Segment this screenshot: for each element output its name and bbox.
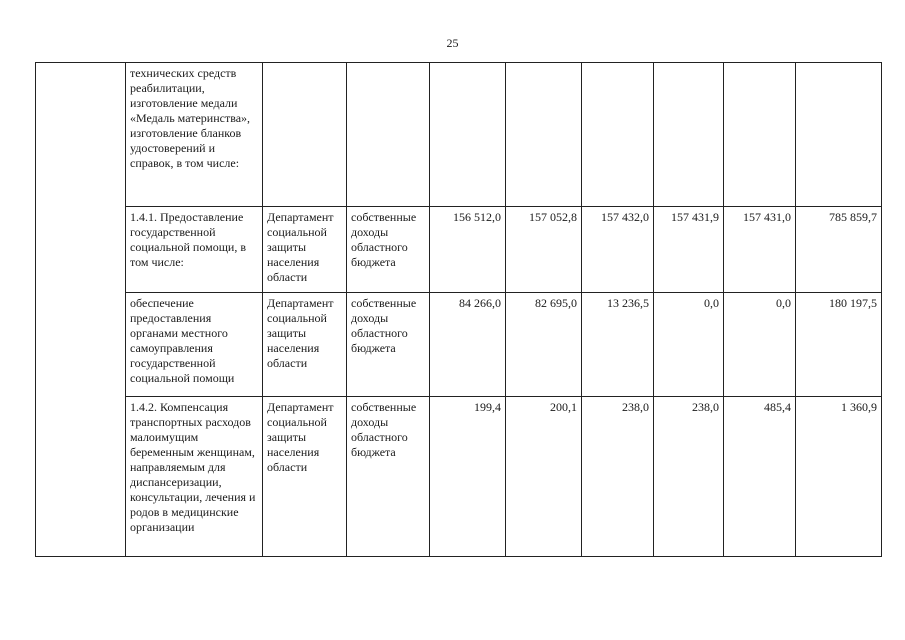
table-row bbox=[36, 293, 882, 397]
source-cell: собственные доходы областного бюджета bbox=[347, 293, 430, 397]
value-year-5: 0,0 bbox=[724, 293, 796, 397]
table-row bbox=[36, 63, 882, 207]
value-year-1: 156 512,0 bbox=[430, 207, 506, 293]
description-cell: обеспечение предоставления органами местного самоуправления государственной социальной помощи bbox=[126, 293, 263, 397]
value-year-5: 157 431,0 bbox=[724, 207, 796, 293]
executor-cell: Департамент социальной защиты населения области bbox=[263, 207, 347, 293]
value-total: 180 197,5 bbox=[796, 293, 882, 397]
value-year-5 bbox=[724, 63, 796, 207]
value-year-3: 238,0 bbox=[582, 397, 654, 557]
value-year-1: 199,4 bbox=[430, 397, 506, 557]
value-total bbox=[796, 63, 882, 207]
executor-cell: Департамент социальной защиты населения области bbox=[263, 293, 347, 397]
description-cell: 1.4.1. Предоставление государственной социальной помощи, в том числе: bbox=[126, 207, 263, 293]
value-year-4: 0,0 bbox=[654, 293, 724, 397]
value-year-5: 485,4 bbox=[724, 397, 796, 557]
executor-cell bbox=[263, 63, 347, 207]
value-year-4 bbox=[654, 63, 724, 207]
value-year-1 bbox=[430, 63, 506, 207]
value-year-1: 84 266,0 bbox=[430, 293, 506, 397]
value-year-2: 157 052,8 bbox=[506, 207, 582, 293]
value-total: 785 859,7 bbox=[796, 207, 882, 293]
value-year-3: 13 236,5 bbox=[582, 293, 654, 397]
description-cell: технических средств реабилитации, изготовление медали «Медаль материнства», изготовление бланков удостоверений и справок, в том числе: bbox=[126, 63, 263, 207]
description-cell: 1.4.2. Компенсация транспортных расходов малоимущим беременным женщинам, направляемым для диспансеризации, консультации, лечения и родов в медицинские организации bbox=[126, 397, 263, 557]
source-cell: собственные доходы областного бюджета bbox=[347, 207, 430, 293]
table-row bbox=[36, 207, 882, 293]
page-number: 25 bbox=[446, 36, 459, 50]
source-cell bbox=[347, 63, 430, 207]
executor-cell: Департамент социальной защиты населения области bbox=[263, 397, 347, 557]
table-row bbox=[36, 397, 882, 557]
value-year-3: 157 432,0 bbox=[582, 207, 654, 293]
value-total: 1 360,9 bbox=[796, 397, 882, 557]
value-year-4: 238,0 bbox=[654, 397, 724, 557]
value-year-2 bbox=[506, 63, 582, 207]
budget-table bbox=[35, 62, 882, 557]
value-year-2: 200,1 bbox=[506, 397, 582, 557]
source-cell: собственные доходы областного бюджета bbox=[347, 397, 430, 557]
value-year-4: 157 431,9 bbox=[654, 207, 724, 293]
section-cell bbox=[36, 63, 126, 557]
value-year-3 bbox=[582, 63, 654, 207]
value-year-2: 82 695,0 bbox=[506, 293, 582, 397]
